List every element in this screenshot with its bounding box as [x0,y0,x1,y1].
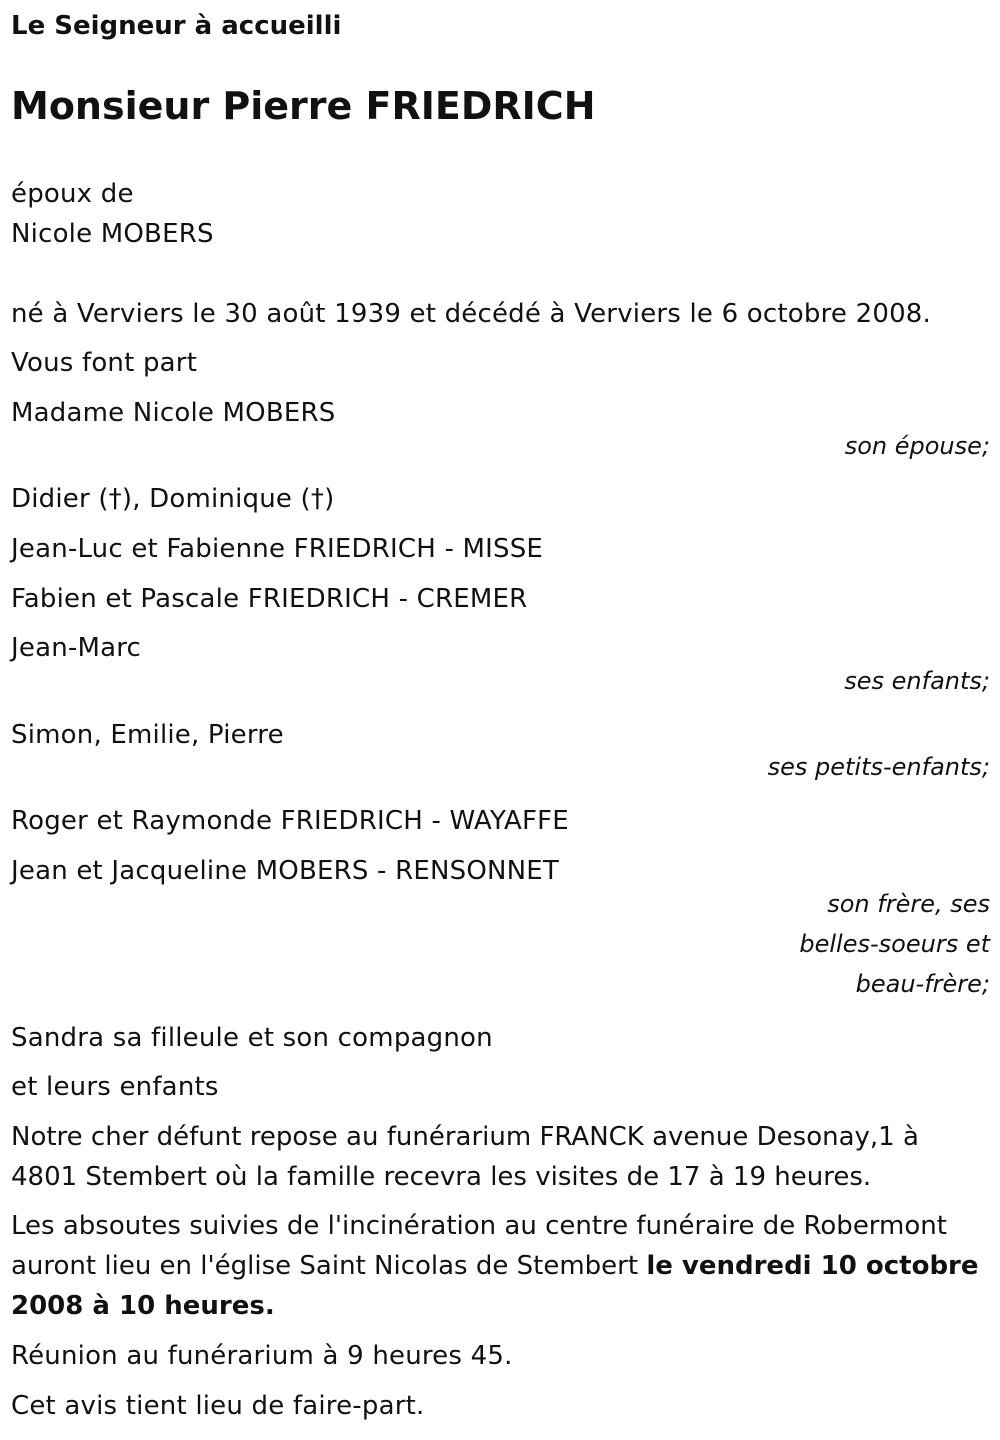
announce-line: Vous font part [11,348,198,378]
goddaughter-line-2: et leurs enfants [11,1072,219,1102]
spouse-role: son épouse; [844,432,990,460]
siblings-line-1: Roger et Raymonde FRIEDRICH - WAYAFFE [11,806,569,836]
children-line-3: Fabien et Pascale FRIEDRICH - CREMER [11,584,528,614]
children-line-4: Jean-Marc [11,633,142,663]
siblings-role-line-1: son frère, ses [827,890,990,918]
header-line: Le Seigneur à accueilli [11,11,342,41]
spouse-intro-name: Nicole MOBERS [11,219,214,249]
siblings-role-line-2: belles-soeurs et [799,930,990,958]
funerarium-paragraph: Notre cher défunt repose au funérarium FRANCK avenue Desonay,1 à 4801 Stembert où la famille recevra les visites de 17 à 19 heures. [11,1122,919,1192]
ceremony-text: Les absoutes suivies de l'incinération au centre funéraire de Robermont auront lieu en l'église Saint Nicolas de Stembert [11,1211,947,1281]
children-line-2: Jean-Luc et Fabienne FRIEDRICH - MISSE [11,534,544,564]
deceased-name: Monsieur Pierre FRIEDRICH [11,84,596,128]
siblings-line-2: Jean et Jacqueline MOBERS - RENSONNET [11,856,560,886]
grandchildren-names: Simon, Emilie, Pierre [11,720,284,750]
grandchildren-role: ses petits-enfants; [767,753,990,781]
siblings-role-line-3: beau-frère; [855,970,990,998]
meeting-line: Réunion au funérarium à 9 heures 45. [11,1341,513,1371]
spouse-intro-label: époux de [11,179,134,209]
children-line-1: Didier (†), Dominique (†) [11,484,335,514]
life-dates: né à Verviers le 30 août 1939 et décédé à Verviers le 6 octobre 2008. [11,299,932,329]
children-role: ses enfants; [844,667,990,695]
spouse-name: Madame Nicole MOBERS [11,398,336,428]
goddaughter-line-1: Sandra sa filleule et son compagnon [11,1023,493,1053]
notice-line: Cet avis tient lieu de faire-part. [11,1391,425,1421]
ceremony-date: le vendredi 10 octobre 2008 à 10 heures. [11,1251,979,1321]
ceremony-paragraph [11,1206,986,1326]
